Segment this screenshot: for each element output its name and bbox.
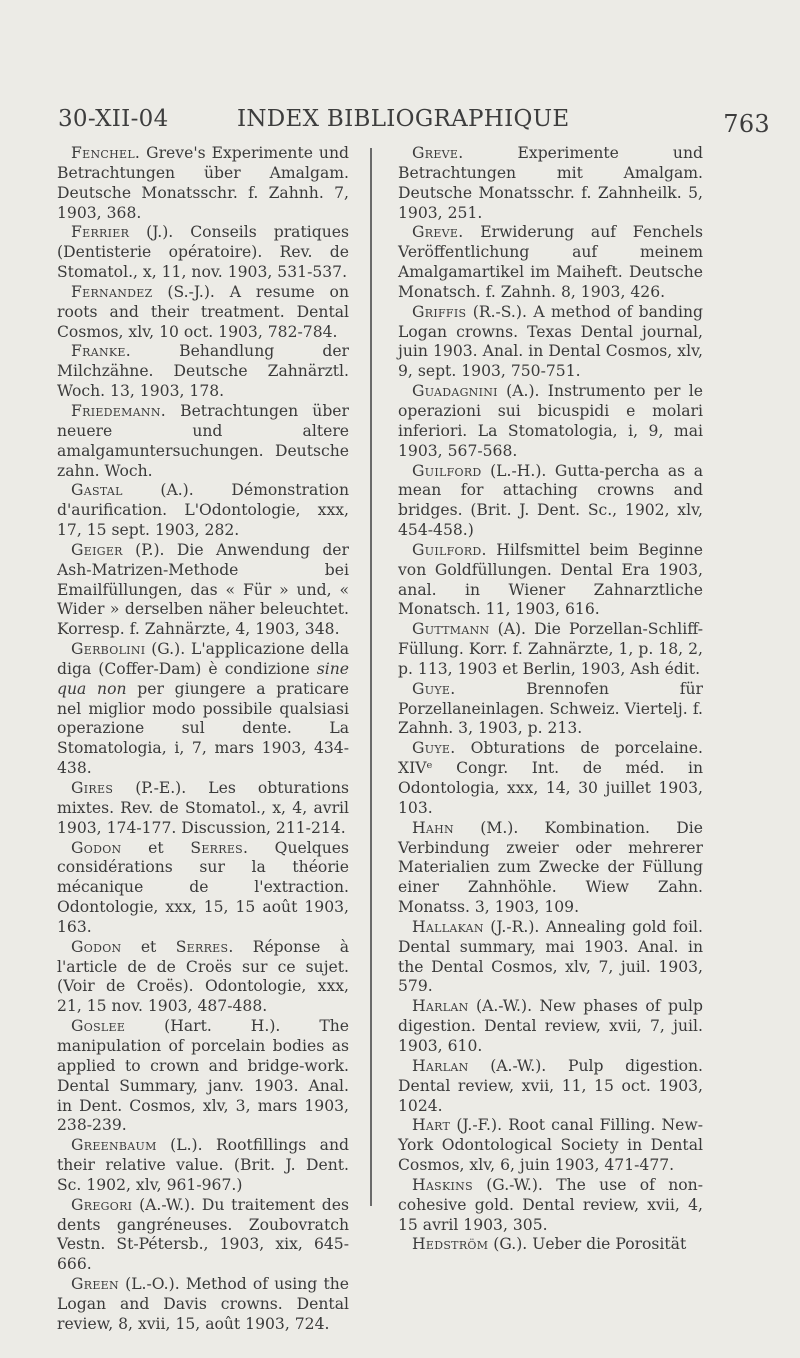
entry-author: Hedström (412, 1235, 489, 1254)
bibliography-entry (57, 144, 349, 223)
entry-text: (P.-E.). Les obturations mixtes. Rev. de Stomatol., x, 4, avril 1903, 174-177. Discussion, 211-214. (57, 779, 349, 837)
entry-text: (S.-J.). A resume on roots and their treatment. Dental Cosmos, xlv, 10 oct. 1903, 782-784. (57, 282, 349, 341)
bibliography-entry (398, 1235, 703, 1255)
entry-italic-text: sine qua non (57, 659, 349, 698)
entry-author: Geiger (71, 540, 123, 559)
bibliography-entry (398, 462, 703, 541)
entry-author: Green (71, 1275, 119, 1294)
entry-author: Guilford (412, 461, 482, 480)
entry-text-continued: . Réponse à l'article de de Croës sur ce sujet. (Voir de Croës). Odontologie, xxx, 21, 15 nov. 1903, 487-488. (57, 937, 349, 1016)
bibliography-entry (398, 918, 703, 997)
entry-text: (J.-F.). Root canal Filling. New-York Odontological Society in Dental Cosmos, xlv, 6, juin 1903, 471-477. (398, 1116, 703, 1175)
bibliography-entry (398, 997, 703, 1057)
bibliography-entry (57, 402, 349, 481)
entry-text: et (121, 937, 176, 956)
entry-text: (G.). Ueber die Porosität (488, 1235, 687, 1254)
entry-author: Hart (412, 1116, 451, 1135)
bibliography-entry (398, 620, 703, 680)
entry-coauthor: Serres (190, 838, 244, 857)
entry-text: (G.-W.). The use of non-cohesive gold. Dental review, xvii, 4, 15 avril 1903, 305. (398, 1175, 703, 1234)
bibliography-entry (398, 382, 703, 461)
entry-text: et (121, 838, 191, 857)
left-column (57, 144, 349, 1335)
entry-text: (A.). Démonstration d'aurification. L'Odontologie, xxx, 17, 15 sept. 1903, 282. (57, 481, 349, 540)
entry-author: Guye. (412, 739, 456, 758)
entry-author: Ferrier (71, 223, 130, 242)
bibliography-entry (57, 223, 349, 283)
entry-text: (P.). Die Anwendung der Ash-Matrizen-Methode bei Emailfüllungen, das « Für » und, « Wider » derselben näher beleuchtet. Korresp. f. Zahnärzte, 4, 1903, 348. (57, 540, 349, 639)
bibliography-entry (57, 541, 349, 640)
entry-text: Obturations de porcelaine. XIVᵉ Congr. Int. de méd. in Odontologia, xxx, 14, 30 juillet 1903, 103. (398, 739, 703, 817)
entry-author: Fernandez (71, 282, 153, 301)
entry-coauthor: Serres (175, 937, 229, 956)
entry-text: (J.-R.). Annealing gold foil. Dental summary, mai 1903. Anal. in the Dental Cosmos, xlv, 7, juil. 1903, 579. (398, 917, 703, 996)
entry-author: Harlan (412, 1056, 469, 1075)
entry-author: Fenchel. (71, 144, 141, 162)
bibliography-entry (57, 1017, 349, 1136)
entry-author: Guadagnini (412, 382, 498, 401)
entry-author: Godon (71, 838, 122, 857)
entry-text: (J.). Conseils pratiques (Dentisterie opératoire). Rev. de Stomatol., x, 11, nov. 1903, 531-537. (57, 223, 349, 282)
entry-text: (A.). Instrumento per le operazioni sui bicuspidi e molari inferiori. La Stomatologia, i, 9, mai 1903, 567-568. (398, 382, 703, 460)
entry-text: Experimente und Betrachtungen mit Amalgam. Deutsche Monatsschr. f. Zahnheilk. 5, 1903, 251. (398, 144, 703, 222)
entry-author: Goslee (71, 1017, 126, 1036)
entry-author: Gires (71, 779, 114, 797)
bibliography-entry (57, 1136, 349, 1196)
entry-text: Erwiderung auf Fenchels Veröffentlichung auf meinem Amalgamartikel im Maiheft. Deutsche Monatsch. f. Zahnh. 8, 1903, 426. (398, 223, 703, 301)
entry-text: (L.-H.). Gutta-percha as a mean for attaching crowns and bridges. (Brit. J. Dent. Sc., 1902, xlv, 454-458.) (398, 461, 703, 540)
bibliography-entry (57, 779, 349, 839)
entry-author: Hallakan (412, 917, 484, 936)
entry-text: Behandlung der Milchzähne. Deutsche Zahnärztl. Woch. 13, 1903, 178. (57, 342, 349, 401)
bibliography-entry (57, 839, 349, 938)
entry-author: Harlan (412, 997, 469, 1016)
column-divider (370, 148, 372, 1206)
entry-text: (L.-O.). Method of using the Logan and Davis crowns. Dental review, 8, xvii, 15, août 1903, 724. (57, 1275, 349, 1333)
entry-text: Greve's Experimente und Betrachtungen über Amalgam. Deutsche Monatsschr. f. Zahnh. 7, 1903, 368. (57, 144, 349, 222)
entry-text: (L.). Rootfillings and their relative value. (Brit. J. Dent. Sc. 1902, xlv, 961-967.) (57, 1136, 349, 1194)
entry-author: Hahn (412, 818, 454, 837)
entry-text: (M.). Kombination. Die Verbindung zweier oder mehrerer Materialien zum Zwecke der Füllung einer Zahnhöhle. Wiew Zahn. Monatss. 3, 1903, 109. (398, 818, 703, 917)
entry-author: Haskins (412, 1175, 473, 1194)
entry-author: Greve. (412, 144, 464, 162)
bibliography-entry (57, 283, 349, 343)
bibliography-entry (57, 342, 349, 402)
entry-author: Griffis (412, 302, 467, 321)
right-column (398, 144, 703, 1255)
header-date: 30-XII-04 (58, 106, 169, 132)
entry-author: Guye. (412, 679, 456, 698)
bibliography-entry (398, 1116, 703, 1176)
entry-author: Greve. (412, 223, 464, 242)
entry-author: Friedemann. (71, 401, 167, 420)
bibliography-entry (57, 640, 349, 779)
page-header (58, 106, 770, 142)
bibliography-entry (398, 1176, 703, 1236)
bibliography-entry (398, 819, 703, 918)
page-number: 763 (723, 110, 770, 138)
entry-text: Betrachtungen über neuere und altere amalgamuntersuchungen. Deutsche zahn. Woch. (57, 401, 349, 480)
entry-text: (Hart. H.). The manipulation of porcelain bodies as applied to crown and bridge-work. Dental Summary, janv. 1903. Anal. in Dent. Cosmos, xlv, 3, mars 1903, 238-239. (57, 1017, 349, 1135)
header-title: INDEX BIBLIOGRAPHIQUE (237, 106, 570, 132)
entry-text: (A.-W.). New phases of pulp digestion. Dental review, xvii, 7, juil. 1903, 610. (398, 997, 703, 1055)
entry-text: Hilfsmittel beim Beginne von Goldfüllungen. Dental Era 1903, anal. in Wiener Zahnarztliche Monatsch. 11, 1903, 616. (398, 540, 703, 619)
bibliography-entry (398, 1057, 703, 1117)
bibliography-entry (398, 144, 703, 223)
entry-text: Brennofen für Porzellaneinlagen. Schweiz. Viertelj. f. Zahnh. 3, 1903, p. 213. (398, 679, 703, 738)
bibliography-entry (57, 938, 349, 1017)
entry-text: (A.-W.). Du traitement des dents gangréneuses. Zoubovratch Vestn. St-Pétersb., 1903, xix, 645-666. (57, 1195, 349, 1274)
entry-author: Gerbolini (71, 640, 146, 659)
bibliography-entry (398, 541, 703, 620)
entry-text: (A.-W.). Pulp digestion. Dental review, xvii, 11, 15 oct. 1903, 1024. (398, 1056, 703, 1115)
entry-author: Guttmann (412, 620, 490, 639)
bibliography-entry (398, 223, 703, 302)
entry-text: (A). Die Porzellan-Schliff-Füllung. Korr. f. Zahnärzte, 1, p. 18, 2, p. 113, 1903 et Berlin, 1903, Ash édit. (398, 620, 703, 678)
entry-author: Franke. (71, 342, 131, 361)
entry-author: Gastal (71, 481, 123, 500)
entry-text-continued: per giungere a praticare nel miglior modo possibile qualsiasi operazione sul dente. La Stomatologia, i, 7, mars 1903, 434-438. (57, 679, 349, 778)
entry-text-continued: . Quelques considérations sur la théorie mécanique de l'extraction. Odontologie, xxx, 15, 15 août 1903, 163. (57, 838, 349, 936)
bibliography-entry (57, 481, 349, 541)
bibliography-entry (398, 680, 703, 740)
bibliography-entry (398, 303, 703, 382)
entry-text: (G.). L'applicazione della diga (Coffer-Dam) è condizione (57, 640, 349, 678)
entry-author: Guilford. (412, 540, 487, 559)
entry-text: (R.-S.). A method of banding Logan crowns. Texas Dental journal, juin 1903. Anal. in Dental Cosmos, xlv, 9, sept. 1903, 750-751. (398, 302, 703, 381)
entry-author: Greenbaum (71, 1136, 157, 1155)
entry-author: Gregori (71, 1195, 133, 1214)
bibliography-entry (57, 1196, 349, 1275)
bibliography-entry (398, 739, 703, 818)
entry-author: Godon (71, 937, 122, 956)
bibliography-entry (57, 1275, 349, 1335)
